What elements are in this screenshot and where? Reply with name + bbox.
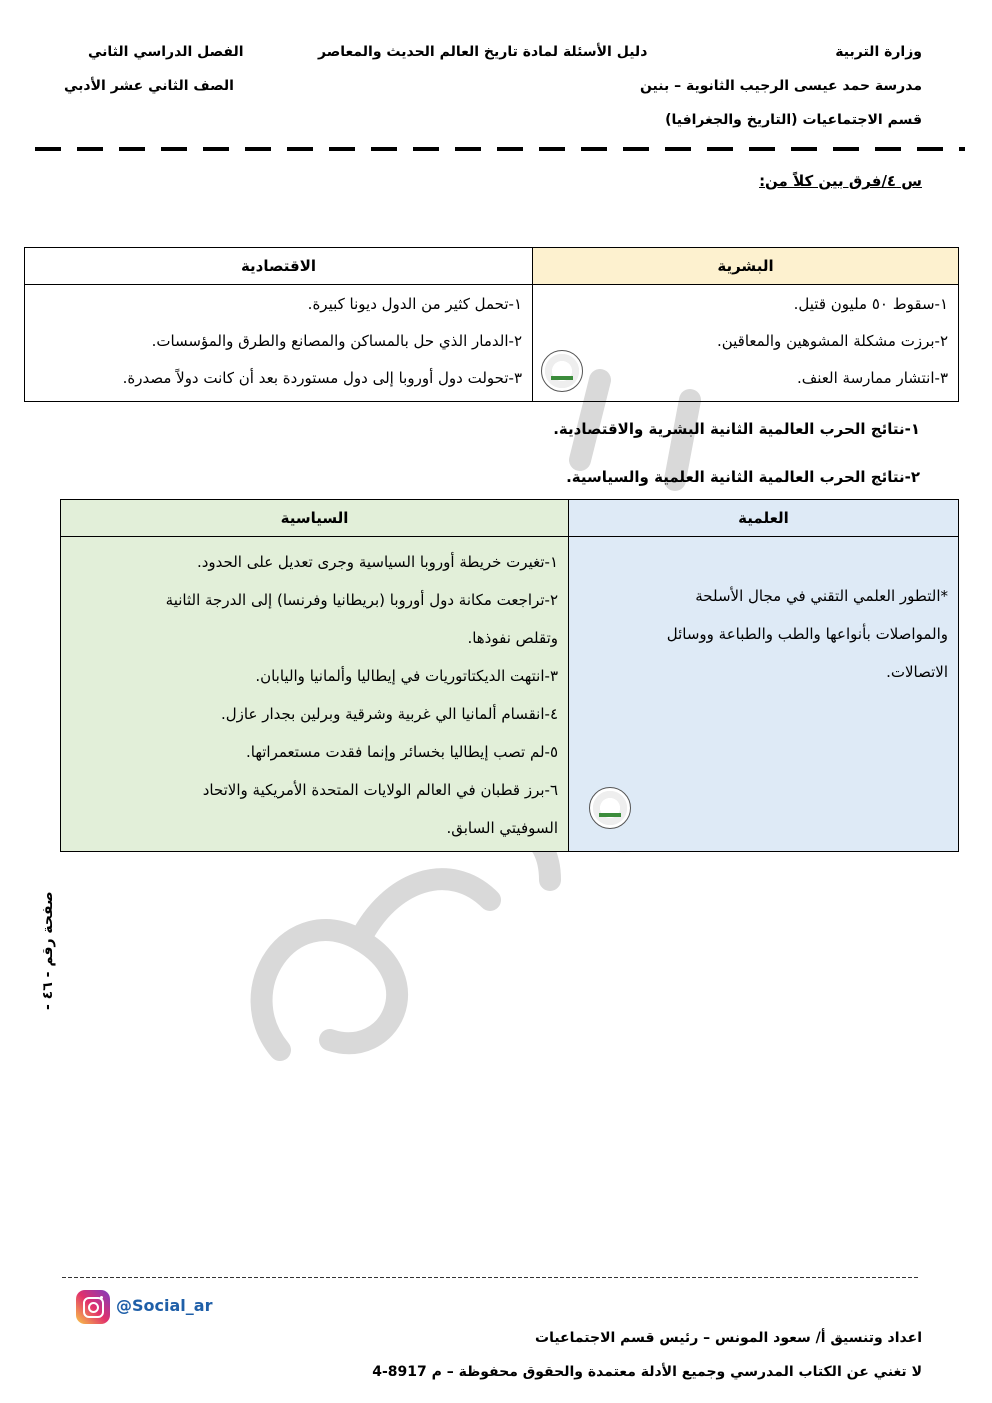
- human-economic-table: [24, 247, 959, 402]
- list-item: ٦-برز قطبان في العالم الولايات المتحدة الأمريكية والاتحاد: [202, 781, 558, 799]
- grade-label: الصف الثاني عشر الأدبي: [64, 78, 234, 94]
- school-seal-icon: [541, 350, 583, 392]
- footer-divider: [62, 1277, 920, 1278]
- instagram-icon[interactable]: [76, 1290, 110, 1324]
- school-seal-icon: [589, 787, 631, 829]
- list-item: ٢-برزت مشكلة المشوهين والمعاقين.: [716, 332, 948, 350]
- semester-label: الفصل الدراسي الثاني: [88, 44, 244, 60]
- list-item: ١-سقوط ٥٠ مليون قتيل.: [793, 295, 948, 313]
- prepared-by: اعداد وتنسيق أ/ سعود المونس – رئيس قسم الاجتماعيات: [535, 1330, 922, 1346]
- list-item: ٥-لم تصب إيطاليا بخسائر وإنما فقدت مستعمراتها.: [246, 743, 558, 761]
- guide-title: دليل الأسئلة لمادة تاريخ العالم الحديث والمعاصر: [318, 44, 648, 60]
- instagram-handle[interactable]: @Social_ar: [116, 1296, 213, 1315]
- header-human: البشرية: [533, 248, 959, 285]
- question-title: س ٤/فرق بين كلاً من:: [759, 172, 922, 190]
- header-scientific: العلمية: [569, 500, 959, 537]
- header-economic: الاقتصادية: [25, 248, 533, 285]
- list-item: ٣-انتهت الديكتاتوريات في إيطاليا وألمانيا واليابان.: [255, 667, 558, 685]
- list-item: الاتصالات.: [886, 663, 948, 681]
- department-name: قسم الاجتماعيات (التاريخ والجغرافيا): [665, 112, 922, 128]
- human-cell: [533, 285, 959, 402]
- scientific-political-table: [60, 499, 959, 852]
- header-divider: [35, 147, 965, 151]
- section-heading-1: ١-نتائج الحرب العالمية الثانية البشرية والاقتصادية.: [553, 420, 920, 438]
- list-item: وتقلص نفوذها.: [467, 629, 558, 647]
- list-item: ٣-انتشار ممارسة العنف.: [796, 369, 948, 387]
- list-item: *التطور العلمي التقني في مجال الأسلحة: [695, 587, 948, 605]
- list-item: والمواصلات بأنواعها والطب والطباعة ووسائل: [666, 625, 948, 643]
- school-name: مدرسة حمد عيسى الرجيب الثانوية – بنين: [639, 78, 922, 94]
- list-item: ٢-الدمار الذي حل بالمساكن والمصانع والطرق والمؤسسات.: [151, 332, 522, 350]
- page-number: صفحة رقم - ٤٦ -: [40, 891, 56, 1010]
- list-item: ١-تحمل كثير من الدول ديونا كبيرة.: [307, 295, 522, 313]
- scientific-cell: [569, 537, 959, 852]
- political-cell: [61, 537, 569, 852]
- list-item: ٤-انقسام ألمانيا الي غربية وشرقية وبرلين بجدار عازل.: [221, 705, 558, 723]
- header-political: السياسية: [61, 500, 569, 537]
- list-item: السوفيتي السابق.: [446, 819, 558, 837]
- section-heading-2: ٢-نتائج الحرب العالمية الثانية العلمية والسياسية.: [566, 468, 920, 486]
- ministry-label: وزارة التربية: [835, 44, 922, 60]
- list-item: ٣-تحولت دول أوروبا إلى دول مستوردة بعد أن كانت دولاً مصدرة.: [122, 369, 522, 387]
- disclaimer: لا تغني عن الكتاب المدرسي وجميع الأدلة معتمدة والحقوق محفوظة – م 8917-4: [372, 1364, 922, 1380]
- list-item: ٢-تراجعت مكانة دول أوروبا (بريطانيا وفرنسا) إلى الدرجة الثانية: [165, 591, 558, 609]
- economic-cell: [25, 285, 533, 402]
- list-item: ١-تغيرت خريطة أوروبا السياسية وجرى تعديل على الحدود.: [196, 553, 558, 571]
